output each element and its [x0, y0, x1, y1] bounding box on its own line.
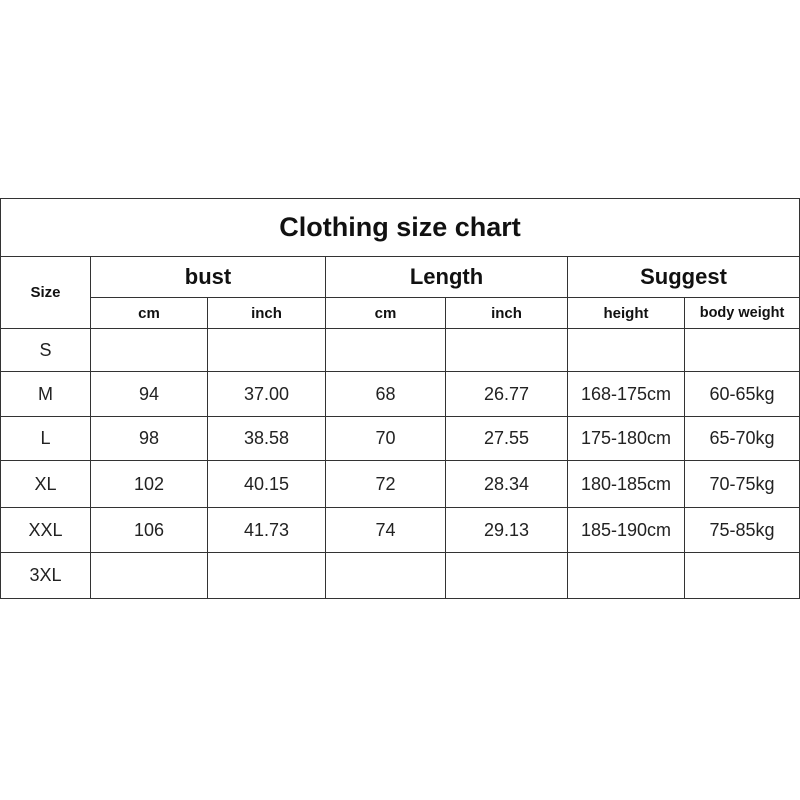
- length-cm-cell: 74: [326, 508, 446, 553]
- length-inch-header: inch: [446, 298, 568, 329]
- table-row: [1, 461, 800, 508]
- size-cell: XL: [1, 461, 91, 508]
- body-weight-cell: 70-75kg: [685, 461, 800, 508]
- table-row: [1, 553, 800, 599]
- table-row: [1, 329, 800, 372]
- bust-inch-cell: 37.00: [208, 372, 326, 417]
- body-weight-cell: 60-65kg: [685, 372, 800, 417]
- height-cell: [568, 553, 685, 599]
- bust-inch-cell: [208, 329, 326, 372]
- bust-cm-cell: 98: [91, 417, 208, 461]
- body-weight-cell: [685, 553, 800, 599]
- length-cm-header: cm: [326, 298, 446, 329]
- bust-cm-cell: 102: [91, 461, 208, 508]
- bust-group-header: bust: [91, 257, 326, 298]
- suggest-group-header: Suggest: [568, 257, 800, 298]
- height-cell: [568, 329, 685, 372]
- body-weight-cell: 75-85kg: [685, 508, 800, 553]
- table-row: [1, 417, 800, 461]
- height-cell: 175-180cm: [568, 417, 685, 461]
- length-inch-cell: 26.77: [446, 372, 568, 417]
- size-chart-table: [0, 198, 800, 599]
- bust-cm-cell: [91, 329, 208, 372]
- size-cell: S: [1, 329, 91, 372]
- bust-cm-cell: 94: [91, 372, 208, 417]
- length-inch-cell: 28.34: [446, 461, 568, 508]
- length-group-header: Length: [326, 257, 568, 298]
- length-inch-cell: [446, 553, 568, 599]
- chart-title: Clothing size chart: [1, 199, 800, 257]
- size-cell: M: [1, 372, 91, 417]
- size-rows: [1, 329, 800, 599]
- table-row: [1, 372, 800, 417]
- bust-inch-cell: 38.58: [208, 417, 326, 461]
- length-cm-cell: [326, 553, 446, 599]
- length-inch-cell: 29.13: [446, 508, 568, 553]
- table-row: [1, 508, 800, 553]
- size-cell: 3XL: [1, 553, 91, 599]
- bust-cm-cell: [91, 553, 208, 599]
- height-header: height: [568, 298, 685, 329]
- body-weight-cell: 65-70kg: [685, 417, 800, 461]
- length-cm-cell: 72: [326, 461, 446, 508]
- bust-cm-cell: 106: [91, 508, 208, 553]
- length-cm-cell: 68: [326, 372, 446, 417]
- height-cell: 168-175cm: [568, 372, 685, 417]
- size-cell: L: [1, 417, 91, 461]
- length-cm-cell: [326, 329, 446, 372]
- height-cell: 185-190cm: [568, 508, 685, 553]
- bust-inch-cell: 41.73: [208, 508, 326, 553]
- bust-inch-header: inch: [208, 298, 326, 329]
- length-cm-cell: 70: [326, 417, 446, 461]
- bust-cm-header: cm: [91, 298, 208, 329]
- size-column-header: Size: [1, 257, 91, 329]
- size-cell: XXL: [1, 508, 91, 553]
- length-inch-cell: [446, 329, 568, 372]
- length-inch-cell: 27.55: [446, 417, 568, 461]
- bust-inch-cell: 40.15: [208, 461, 326, 508]
- body-weight-header: body weight: [685, 298, 800, 329]
- bust-inch-cell: [208, 553, 326, 599]
- body-weight-cell: [685, 329, 800, 372]
- height-cell: 180-185cm: [568, 461, 685, 508]
